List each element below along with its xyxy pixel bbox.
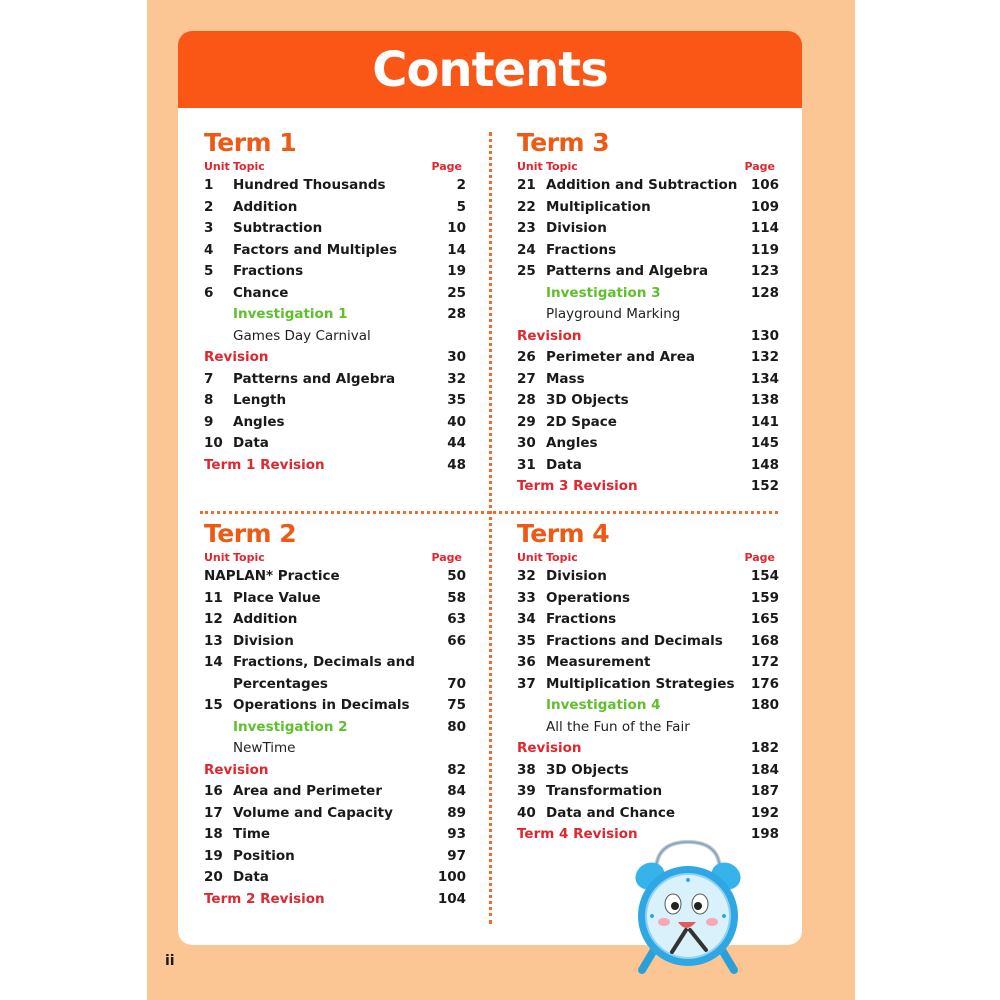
term-2-list — [204, 566, 466, 910]
unit-number: 39 — [517, 783, 536, 799]
contents-entry — [204, 218, 466, 240]
topic-text: Investigation 4 — [546, 697, 661, 713]
contents-entry — [517, 803, 779, 825]
unit-number: 10 — [204, 435, 223, 451]
topic-text: Perimeter and Area — [546, 349, 695, 365]
page-ref: 104 — [437, 890, 466, 907]
unit-number: 33 — [517, 589, 536, 606]
contents-entry — [517, 369, 779, 391]
revision-entry — [517, 738, 779, 760]
topic-text: Division — [233, 632, 294, 649]
contents-entry — [517, 631, 779, 653]
unit-number: 8 — [204, 392, 214, 408]
topic-text: 2D Space — [546, 413, 617, 430]
topic-text: Fractions, Decimals and — [233, 654, 415, 670]
page-ref: 50 — [447, 568, 466, 584]
contents-entry — [204, 631, 466, 653]
term-4-title: Term 4 — [517, 519, 610, 548]
topic-text: Measurement — [546, 654, 651, 670]
page-ref: 40 — [447, 413, 466, 430]
unit-number: 9 — [204, 413, 214, 430]
page-ref: 25 — [447, 284, 466, 301]
page-ref: 28 — [447, 306, 466, 322]
unit-number: 19 — [204, 847, 223, 864]
contents-entry — [517, 433, 779, 455]
page-ref: 119 — [750, 241, 779, 258]
page-ref: 114 — [750, 220, 779, 236]
page-ref: 63 — [447, 611, 466, 627]
term-4-list — [517, 566, 779, 846]
revision-entry — [204, 760, 466, 782]
term-1-section — [204, 128, 466, 476]
page-ref: 5 — [456, 198, 466, 215]
investigation-entry — [204, 304, 466, 326]
unit-number: 21 — [517, 177, 536, 193]
investigation-entry — [517, 695, 779, 717]
page-ref: 106 — [750, 177, 779, 193]
page-ref: 32 — [447, 370, 466, 387]
unit-number: 5 — [204, 263, 214, 279]
page-ref: 2 — [456, 177, 466, 193]
contents-entry — [204, 846, 466, 868]
topic-text: Multiplication — [546, 198, 651, 215]
page-ref: 141 — [750, 413, 779, 430]
revision-entry — [204, 889, 466, 911]
investigation-subtitle — [204, 738, 466, 760]
topic-text: Addition — [233, 198, 298, 215]
unit-number: 2 — [204, 198, 214, 215]
unit-number: 25 — [517, 263, 536, 279]
topic-text: Area and Perimeter — [233, 783, 382, 799]
page-number: ii — [165, 953, 175, 969]
unit-number: 16 — [204, 783, 223, 799]
investigation-subtitle — [204, 326, 466, 348]
page-ref: 152 — [750, 478, 779, 494]
topic-text: Data — [233, 435, 269, 451]
topic-text: Revision — [517, 740, 582, 756]
contents-entry — [204, 283, 466, 305]
contents-entry — [204, 240, 466, 262]
revision-entry — [517, 326, 779, 348]
topic-text: Multiplication Strategies — [546, 675, 735, 692]
topic-header: Topic — [233, 551, 265, 564]
topic-text: Data — [233, 869, 269, 885]
topic-text: Patterns and Algebra — [546, 263, 709, 279]
page-ref: 48 — [447, 456, 466, 473]
unit-number: 38 — [517, 761, 536, 778]
topic-text: Term 3 Revision — [517, 478, 638, 494]
contents-entry — [517, 412, 779, 434]
contents-banner — [178, 31, 802, 108]
unit-number: 28 — [517, 392, 536, 408]
page-ref: 84 — [447, 783, 466, 799]
contents-entry — [517, 261, 779, 283]
topic-header: Topic — [233, 160, 265, 173]
page-ref: 172 — [750, 654, 779, 670]
page-ref: 165 — [750, 611, 779, 627]
contents-entry — [517, 240, 779, 262]
term-3-section — [517, 128, 779, 498]
unit-number: 35 — [517, 632, 536, 649]
topic-text: Games Day Carnival — [233, 327, 371, 344]
investigation-subtitle — [517, 304, 779, 326]
page-header: Page — [431, 160, 462, 173]
page-ref: 35 — [447, 392, 466, 408]
term-3-list — [517, 175, 779, 498]
topic-text: Volume and Capacity — [233, 804, 393, 821]
topic-header: Topic — [546, 551, 578, 564]
unit-number: 31 — [517, 456, 536, 473]
revision-entry — [204, 455, 466, 477]
page-ref: 187 — [750, 783, 779, 799]
page-ref: 182 — [750, 740, 779, 756]
contents-entry — [204, 867, 466, 889]
unit-number: 1 — [204, 177, 214, 193]
contents-entry — [517, 760, 779, 782]
unit-number: 4 — [204, 241, 214, 258]
contents-entry — [517, 674, 779, 696]
alarm-clock-icon — [628, 838, 748, 978]
unit-number: 27 — [517, 370, 536, 387]
topic-text: Term 1 Revision — [204, 456, 325, 473]
contents-entry — [204, 433, 466, 455]
unit-number: 20 — [204, 869, 223, 885]
contents-entry — [204, 824, 466, 846]
topic-text: Chance — [233, 284, 289, 301]
page-ref: 97 — [447, 847, 466, 864]
investigation-entry — [517, 283, 779, 305]
topic-text: All the Fun of the Fair — [546, 718, 690, 735]
page-header: Page — [744, 160, 775, 173]
topic-text: 3D Objects — [546, 761, 629, 778]
page-ref: 134 — [750, 370, 779, 387]
contents-entry — [204, 652, 466, 674]
topic-text: Angles — [233, 413, 285, 430]
contents-entry — [517, 566, 779, 588]
page-ref: 192 — [750, 804, 779, 821]
page-ref: 145 — [750, 435, 779, 451]
term-3-title: Term 3 — [517, 128, 610, 157]
term-1-title: Term 1 — [204, 128, 297, 157]
topic-text: Investigation 2 — [233, 718, 348, 735]
page-ref: 19 — [447, 263, 466, 279]
contents-entry — [204, 412, 466, 434]
topic-text: Position — [233, 847, 295, 864]
page-ref: 14 — [447, 241, 466, 258]
page-ref: 198 — [750, 826, 779, 842]
unit-number: 26 — [517, 349, 536, 365]
topic-text: Time — [233, 826, 271, 842]
page-ref: 109 — [750, 198, 779, 215]
page-ref: 128 — [750, 284, 779, 301]
unit-number: 3 — [204, 220, 214, 236]
horizontal-divider — [200, 511, 778, 514]
unit-number: 15 — [204, 697, 223, 713]
page-ref: 93 — [447, 826, 466, 842]
topic-text: Patterns and Algebra — [233, 370, 396, 387]
contents-entry — [204, 695, 466, 717]
topic-text: Place Value — [233, 589, 321, 606]
topic-text: Revision — [204, 761, 269, 778]
unit-number: 29 — [517, 413, 536, 430]
topic-text: NAPLAN* Practice — [204, 568, 340, 584]
page-ref: 123 — [750, 263, 779, 279]
contents-entry — [204, 566, 466, 588]
page-ref: 159 — [750, 589, 779, 606]
topic-text: Investigation 3 — [546, 284, 661, 301]
unit-number: 36 — [517, 654, 536, 670]
page-header: Page — [744, 551, 775, 564]
topic-text: Subtraction — [233, 220, 323, 236]
topic-text: Operations — [546, 589, 631, 606]
topic-text: Angles — [546, 435, 598, 451]
contents-entry — [204, 369, 466, 391]
contents-entry — [517, 218, 779, 240]
topic-text: Addition and Subtraction — [546, 177, 738, 193]
contents-entry — [204, 588, 466, 610]
topic-text: Investigation 1 — [233, 306, 348, 322]
unit-number: 37 — [517, 675, 536, 692]
unit-number: 32 — [517, 568, 536, 584]
column-headers — [204, 158, 466, 175]
topic-text: Data and Chance — [546, 804, 676, 821]
contents-entry — [204, 197, 466, 219]
contents-entry — [204, 261, 466, 283]
page-ref: 44 — [447, 435, 466, 451]
topic-text: Term 4 Revision — [517, 826, 638, 842]
topic-text: Transformation — [546, 783, 663, 799]
topic-text: 3D Objects — [546, 392, 629, 408]
unit-header: Unit — [204, 160, 230, 173]
topic-text: Addition — [233, 611, 298, 627]
page-ref: 132 — [750, 349, 779, 365]
page-header: Page — [431, 551, 462, 564]
unit-number: 12 — [204, 611, 223, 627]
page-ref: 80 — [447, 718, 466, 735]
topic-text: Data — [546, 456, 582, 473]
page-ref: 168 — [750, 632, 779, 649]
page-ref: 184 — [750, 761, 779, 778]
topic-text: Mass — [546, 370, 585, 387]
unit-number: 30 — [517, 435, 536, 451]
topic-text: Revision — [517, 327, 582, 344]
page-ref: 148 — [750, 456, 779, 473]
topic-text: Revision — [204, 349, 269, 365]
contents-entry — [517, 175, 779, 197]
column-headers — [204, 549, 466, 566]
topic-text: Term 2 Revision — [204, 890, 325, 907]
contents-entry — [517, 652, 779, 674]
unit-number: 17 — [204, 804, 223, 821]
unit-number: 18 — [204, 826, 223, 842]
topic-text: Percentages — [233, 675, 328, 692]
unit-header: Unit — [204, 551, 230, 564]
contents-entry — [204, 175, 466, 197]
contents-entry — [517, 197, 779, 219]
term-2-section — [204, 519, 466, 910]
page-ref: 100 — [437, 869, 466, 885]
term-1-list — [204, 175, 466, 476]
unit-number: 40 — [517, 804, 536, 821]
contents-card — [178, 31, 802, 945]
page-ref: 70 — [447, 675, 466, 692]
unit-number: 23 — [517, 220, 536, 236]
column-headers — [517, 158, 779, 175]
topic-header: Topic — [546, 160, 578, 173]
investigation-subtitle — [517, 717, 779, 739]
unit-number: 11 — [204, 589, 223, 606]
contents-entry — [517, 347, 779, 369]
vertical-divider — [489, 132, 492, 924]
page-ref: 154 — [750, 568, 779, 584]
page-ref: 180 — [750, 697, 779, 713]
topic-text: Division — [546, 220, 607, 236]
page-ref: 30 — [447, 349, 466, 365]
contents-entry — [204, 674, 466, 696]
topic-text: Length — [233, 392, 287, 408]
page-ref: 130 — [750, 327, 779, 344]
page-ref: 89 — [447, 804, 466, 821]
unit-number: 14 — [204, 654, 223, 670]
page-ref: 82 — [447, 761, 466, 778]
page-ref: 75 — [447, 697, 466, 713]
topic-text: Fractions — [546, 241, 617, 258]
topic-text: Hundred Thousands — [233, 177, 386, 193]
unit-number: 13 — [204, 632, 223, 649]
unit-number: 34 — [517, 611, 536, 627]
unit-number: 22 — [517, 198, 536, 215]
page-ref: 10 — [447, 220, 466, 236]
contents-entry — [204, 803, 466, 825]
contents-entry — [204, 609, 466, 631]
unit-header: Unit — [517, 160, 543, 173]
revision-entry — [204, 347, 466, 369]
unit-number: 6 — [204, 284, 214, 301]
topic-text: Operations in Decimals — [233, 697, 410, 713]
topic-text: Fractions — [546, 611, 617, 627]
topic-text: Division — [546, 568, 607, 584]
topic-text: Fractions and Decimals — [546, 632, 723, 649]
topic-text: Factors and Multiples — [233, 241, 397, 258]
contents-entry — [517, 455, 779, 477]
contents-entry — [517, 588, 779, 610]
contents-entry — [517, 609, 779, 631]
topic-text: Fractions — [233, 263, 304, 279]
unit-header: Unit — [517, 551, 543, 564]
revision-entry — [517, 476, 779, 498]
page-ref: 138 — [750, 392, 779, 408]
topic-text: NewTime — [233, 740, 296, 756]
contents-entry — [204, 390, 466, 412]
column-headers — [517, 549, 779, 566]
page-ref: 176 — [750, 675, 779, 692]
term-2-title: Term 2 — [204, 519, 297, 548]
page-title: Contents — [372, 41, 608, 98]
contents-entry — [517, 390, 779, 412]
term-4-section — [517, 519, 779, 846]
topic-text: Playground Marking — [546, 306, 681, 322]
contents-entry — [517, 781, 779, 803]
page-ref: 58 — [447, 589, 466, 606]
unit-number: 24 — [517, 241, 536, 258]
contents-entry — [204, 781, 466, 803]
investigation-entry — [204, 717, 466, 739]
unit-number: 7 — [204, 370, 214, 387]
page-ref: 66 — [447, 632, 466, 649]
